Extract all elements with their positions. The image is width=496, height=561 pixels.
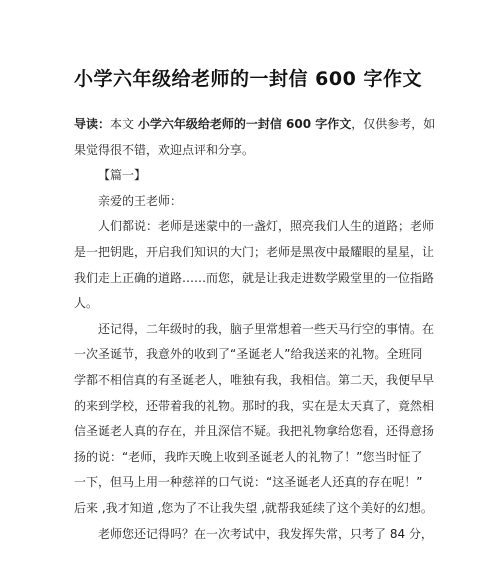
paragraph-2-line: 一次圣诞节，我意外的收到了“圣诞老人”给我送来的礼物。全班同 bbox=[74, 347, 423, 362]
paragraph-3-line: 老师您还记得吗？在一次考试中，我发挥失常，只考了 84 分， bbox=[98, 526, 433, 541]
intro-title-ref: 小学六年级给老师的一封信 600 字作文 bbox=[137, 117, 352, 131]
paragraph-1-line: 人。 bbox=[74, 296, 99, 311]
document-title: 小学六年级给老师的一封信 600 字作文 bbox=[74, 68, 422, 90]
intro-line-1 bbox=[74, 112, 436, 138]
intro-prefix: 本文 bbox=[110, 117, 138, 131]
paragraph-2-line: 扬的说：“老师，我昨天晚上收到圣诞老人的礼物了！”您当时怔了 bbox=[74, 449, 423, 464]
paragraph-2-line: 一下，但马上用一种慈祥的口气说：“这圣诞老人还真的存在呢！” bbox=[74, 475, 423, 490]
paragraph-1-line: 人们都说：老师是迷蒙中的一盏灯，照亮我们人生的道路；老师 bbox=[98, 219, 435, 234]
intro-line-2: 果觉得很不错，欢迎点评和分享。 bbox=[74, 142, 255, 157]
intro-suffix: ，仅供参考，如 bbox=[351, 117, 436, 131]
paragraph-1-line: 是一把钥匙，开启我们知识的大门；老师是黑夜中最耀眼的星星，让 bbox=[74, 244, 435, 259]
paragraph-2-line: 后来 ,我才知道 ,您为了不让我失望 ,就帮我延续了这个美好的幻想。 bbox=[74, 500, 433, 515]
intro-label: 导读： bbox=[74, 117, 111, 131]
greeting: 亲爱的王老师： bbox=[98, 193, 183, 208]
section-label: 【篇一】 bbox=[98, 168, 147, 183]
paragraph-2-line: 还记得，二年级时的我，脑子里常想着一些天马行空的事情。在 bbox=[98, 321, 435, 336]
paragraph-1-line: 我们走上正确的道路……而您，就是让我走进数学殿堂里的一位指路 bbox=[74, 270, 435, 285]
document-body bbox=[74, 112, 436, 547]
paragraph-2-line: 信圣诞老人真的存在，并且深信不疑。我把礼物拿给您看，还得意扬 bbox=[74, 424, 435, 439]
paragraph-2-line: 学都不相信真的有圣诞老人，唯独有我，我相信。第二天，我便早早 bbox=[74, 372, 435, 387]
paragraph-2-line: 的来到学校，还带着我的礼物。那时的我，实在是太天真了，竟然相 bbox=[74, 398, 435, 413]
